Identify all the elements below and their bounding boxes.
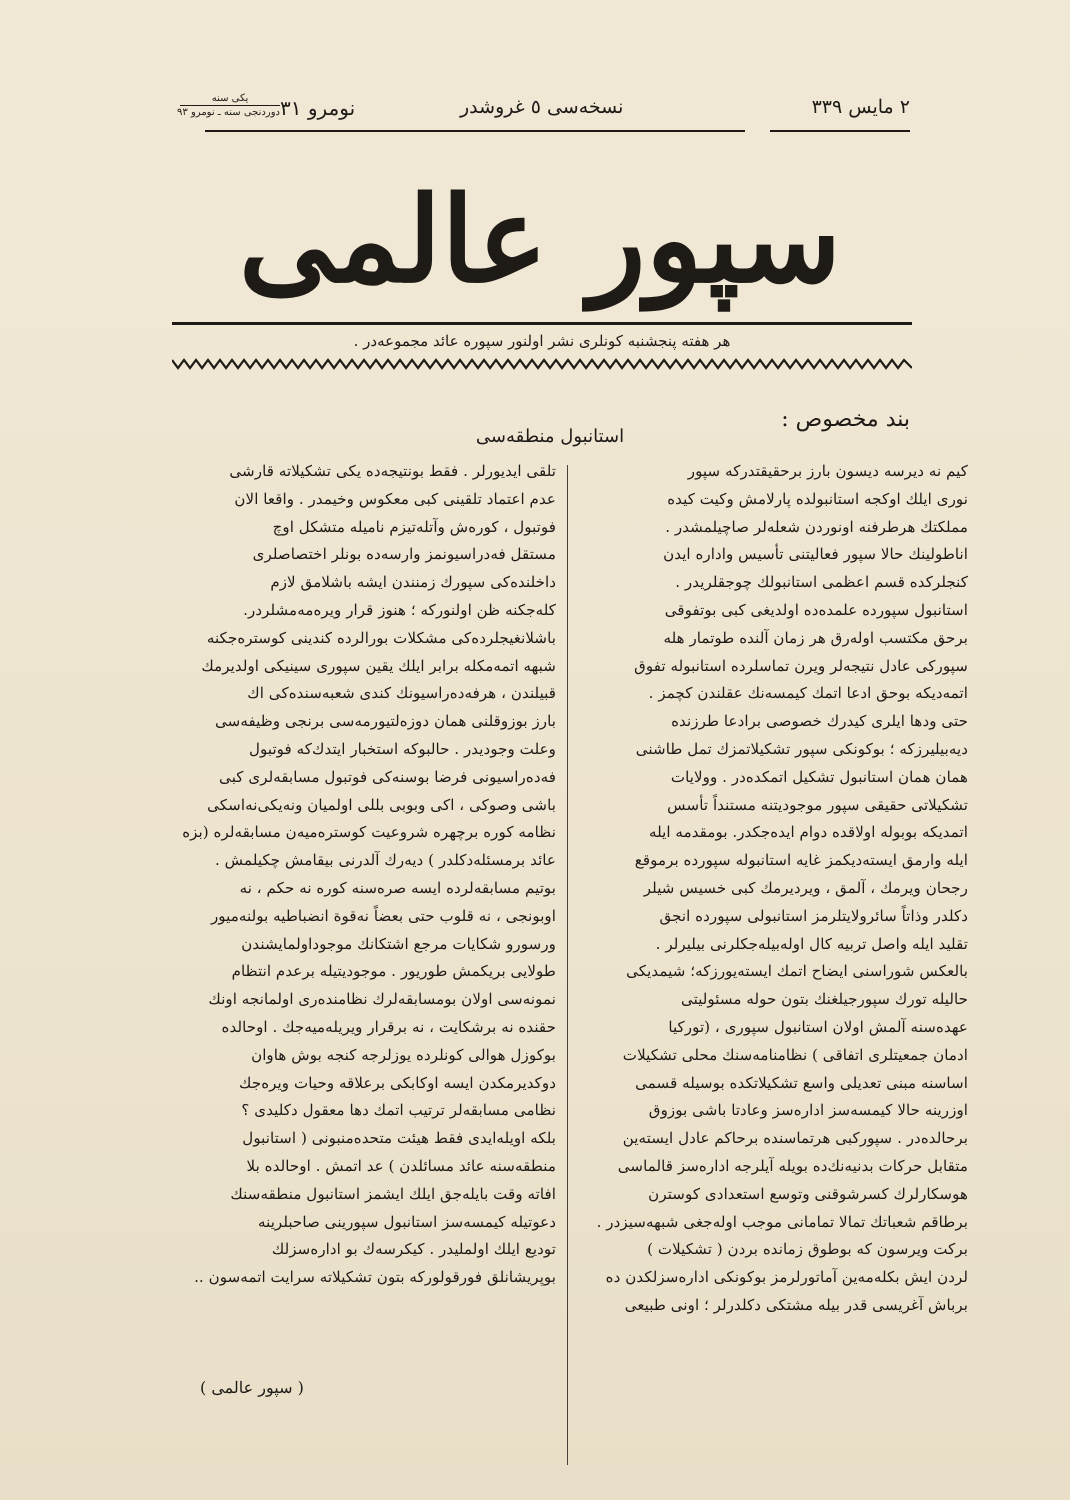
text-line: افاته وقت بایله‌جق ایلك ایشمز استانبول منطقه‌سنك <box>230 1184 556 1203</box>
text-line: وعلت وجودیدر . حالبوکه استخبار ایتدك‌که فوتبول <box>248 739 556 758</box>
text-line: اتمدیکه بوبوله اولاقده دوام ایده‌جکدر. بومقدمه ایله <box>648 823 968 842</box>
text-line: شبهه اتمه‌مکله برابر ایلك یقین سپوری سینیکی اولدیرمك <box>201 656 556 675</box>
text-line: ایله وارمق ایسته‌دیکمز غایه استانبوله سپورده برموقع <box>634 851 968 870</box>
text-line: بالعکس شوراسنی ایضاح اتمك ایسته‌یورزکه؛ شیمدیکی <box>626 962 968 981</box>
text-line: حتی ودها ایلری کیدرك خصوصی برادعا طرزنده <box>671 712 968 731</box>
text-line: ورسورو شکایات مرجع اشتکانك موجوداولمایشندن <box>241 934 556 953</box>
text-line: ادمان جمعیتلری اتفاقی ) نظامنامه‌سنك محلی تشکیلات <box>622 1045 968 1064</box>
text-line: مملکتك هرطرفنه اونوردن شعله‌لر صاچیلمشدر . <box>665 517 968 536</box>
article-column-right <box>578 458 968 1320</box>
text-line: قبیلندن ، هرفەدەراسیونك کندی شعبه‌سنده‌کی اك <box>247 684 556 703</box>
text-line: استانبول سپورده علمده‌ده اولدیغی کبی بوتفوقی <box>664 600 968 619</box>
issue-price: نسخه‌سی ٥ غروشدر <box>460 96 624 118</box>
article-signature: ( سپور عالمی ) <box>200 1378 304 1397</box>
publication-subtitle: هر هفته پنجشنبه کونلری نشر اولنور سپوره عائد مجموعه‌در . <box>353 332 731 350</box>
text-line: فوتبول ، کورەش وآتله‌تیزم نامیله متشکل اوچ <box>272 517 556 536</box>
text-line: اتمه‌دیکه بوحق ادعا اتمك کیمسه‌نك عقلندن کچمز . <box>648 684 968 703</box>
volume-line-1: یکی سنه <box>180 92 280 106</box>
column-divider <box>567 465 568 1465</box>
issue-date: ٢ مايس ٣٣٩ <box>811 96 910 118</box>
decorative-zigzag-border <box>172 357 912 371</box>
text-line: سپورکی عادل نتیجه‌لر ویرن تماسلرده استانبوله تفوق <box>634 656 968 675</box>
text-line: دیه‌بیلیرزکه ؛ بوکونکی سپور تشکیلاتمزك تمل طاشنی <box>635 739 968 758</box>
text-line: دعوتیله کیمسه‌سز استانبول سپورینی صاحبلرینه <box>257 1212 556 1231</box>
text-line: بوکوزل هوالی کونلرده یوزلرجه کنجه بوش هاوان <box>251 1045 556 1064</box>
text-line: داخلنده‌کی سپورك زمنندن ایشه باشلامق لازم <box>270 573 556 592</box>
text-line: برحق مکتسب اولەرق هر زمان آلنده طوتمار هله <box>663 628 968 647</box>
text-line: کلەجکنه ظن اولنورکه ؛ هنوز قرار ویرەمەمشلردر. <box>243 600 556 619</box>
text-line: دوکدیرمکدن ایسه اوکابکی برعلاقه وحیات ویرەجك <box>239 1073 556 1092</box>
text-line: تقلید ایله واصل تربیه کال اوله‌بیله‌جکلرنی بیلیرلر . <box>655 934 968 953</box>
text-line: باشی وصوکی ، اکی وبوبی بللی اولمیان ونه‌یکی‌نه‌اسکی <box>207 795 556 814</box>
text-line: اساسنه مبنی تعدیلی واسع تشکیلاتکده بوسیله قسمی <box>635 1073 968 1092</box>
text-line: طولایی بریکمش طوریور . موجودیتیله برعدم انتظام <box>231 962 556 981</box>
text-line: نظامه کوره برچهره شروعیت کوسترەمیەن مسابقه‌لره (بزه <box>182 823 556 842</box>
text-line: اناطولینك حالا سپور فعالیتنی تأسیس واداره ایدن <box>663 545 968 564</box>
text-line: اوزرینه حالا کیمسه‌سز اداره‌سز وعادتا باشی بوزوق <box>648 1101 968 1120</box>
text-line: حالیله تورك سپورجیلغنك بتون حوله مسئولیتی <box>680 990 968 1009</box>
masthead-rule-right <box>770 130 910 132</box>
issue-number: نومرو ٣١ <box>280 96 356 120</box>
text-line: بوپریشانلق فورقولورکه بتون تشکیلاته سرایت اتمه‌سون .. <box>194 1268 556 1287</box>
newspaper-title: سپور عالمی <box>238 170 842 309</box>
text-line: منطقه‌سنه عائد مسائلدن ) عد اتمش . اوحالده بلا <box>246 1156 556 1175</box>
volume-line-2: دوردنجی سنه ـ نومرو ٩٣ <box>177 107 280 118</box>
text-line: نمونه‌سی اولان بومسابقه‌لرك نظامنده‌ری اولمانجه اونك <box>208 990 556 1009</box>
text-line: بارز بوزوقلنی همان دوزەلتیورمەسی برنجی وظیفه‌سی <box>214 712 556 731</box>
text-line: برطاقم شعباتك تمالا تمامانی موجب اوله‌جغی شبهه‌سیزدر . <box>596 1212 968 1231</box>
text-line: متقابل حرکات بدنیه‌نك‌ده بویله آیلرجه اداره‌سز قالماسی <box>617 1156 968 1175</box>
text-line: لردن ایش بکله‌مه‌ین آماتورلرمز بوکونکی اداره‌سزلکدن ده <box>605 1268 968 1287</box>
text-line: تلقی ایدیورلر . فقط بونتیجه‌ده یکی تشکیلاته قارشی <box>229 462 556 480</box>
text-line: اوبونجی ، نه قلوب حتی بعضاً نه‌قوة انضباطیه بولنه‌میور <box>210 906 556 925</box>
article-column-left <box>178 458 556 1292</box>
text-line: بوتیم مسابقه‌لرده ایسه صرەسنه کوره نه حکم ، نه <box>239 878 556 897</box>
text-line: کنجلرکده قسم اعظمی استانبولك چوجقلریدر . <box>675 573 968 592</box>
masthead-rule-left <box>205 130 745 132</box>
text-line: رجحان ویرمك ، آلمق ، ویردیرمك کبی خسیس شیلر <box>643 878 968 897</box>
text-line: تودیع ایلك اولملیدر . کیکرسه‌ك بو اداره‌سزلك <box>271 1240 556 1259</box>
text-line: حقنده نه برشکایت ، نه برقرار ویریله‌میه‌جك . اوحالده <box>221 1017 556 1036</box>
text-line: مستقل فەدراسیونمز وارسەدە بونلر اختصاصلری <box>252 545 556 564</box>
text-line: برکت ویرسون که بوطوق زمانده بردن ( تشکیلات ) <box>647 1240 968 1259</box>
text-line: نظامی مسابقه‌لر ترتیب اتمك دها معقول دکلیدی ؟ <box>241 1101 556 1120</box>
text-line: باشلانغیجلرده‌کی مشکلات بورالرده کندینی کوسترەجکنه <box>206 628 556 647</box>
text-line: تشکیلاتی حقیقی سپور موجودیتنه مستنداً تأسس <box>667 795 968 814</box>
text-line: برباش آغریسی قدر بیله مشتکی دکلدرلر ؛ اونی طبیعی <box>624 1295 968 1314</box>
text-line: عهده‌سنه آلمش اولان استانبول سپوری ، (تورکیا <box>668 1017 968 1036</box>
section-title: بند مخصوص : <box>781 407 910 432</box>
text-line: بلکه اویله‌ایدی فقط هیئت متحده‌منبونی ( استانبول <box>242 1129 556 1148</box>
text-line: هوسکارلرك کسرشوقنی وتوسع استعدادی کوسترن <box>648 1184 968 1203</box>
text-line: نوری ایلك اوکجه استانبولده پارلامش وکیت کیده <box>667 489 968 508</box>
text-line: عدم اعتماد تلقینی کبی معکوس وخیمدر . واقعا الان <box>234 489 556 508</box>
text-line: دکلدر وذاتاً سائرولایتلرمز استانبولی سپورده انجق <box>659 906 968 925</box>
text-line: کیم نه دیرسه دیسون بارز برحقیقتدرکه سپور <box>687 462 968 480</box>
text-line: عائد برمسئله‌دکلدر ) دیه‌رك آلدرنی بیقامش چکیلمش . <box>215 851 556 870</box>
volume-info <box>177 92 280 119</box>
text-line: فەدەراسیونی فرضا بوسنه‌کی فوتبول مسابقه‌لری کبی <box>219 767 556 786</box>
title-rule <box>172 322 912 325</box>
text-line: برحالده‌در . سپورکبی هرتماسنده برحاکم عادل ایسته‌ین <box>622 1129 968 1148</box>
text-line: همان همان استانبول تشکیل اتمکده‌در . وولایات <box>670 767 968 786</box>
article-title: استانبول منطقه‌سی <box>475 426 625 447</box>
